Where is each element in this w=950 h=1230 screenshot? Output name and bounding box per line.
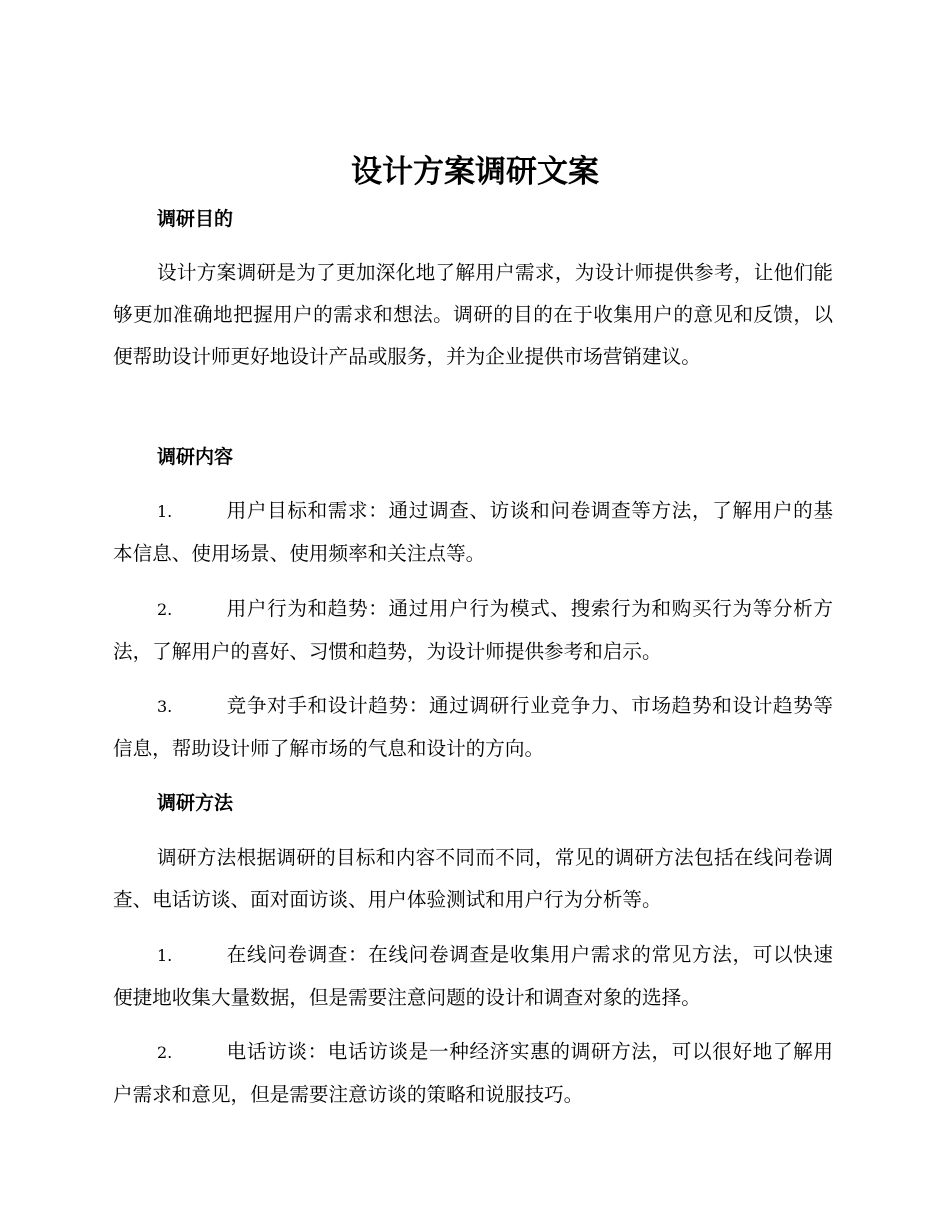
list-number: 2. [157,1043,173,1062]
content-list-item-1 [113,490,833,575]
list-item-text: 电话访谈：电话访谈是一种经济实惠的调研方法，可以很好地了解用户需求和意见，但是需要注意访谈的策略和说服技巧。 [113,1040,833,1106]
methods-list-item-1 [113,934,833,1019]
section-heading-purpose: 调研目的 [157,208,234,230]
list-item-text: 用户目标和需求：通过调查、访谈和问卷调查等方法，了解用户的基本信息、使用场景、使用频率和关注点等。 [113,499,833,565]
list-item-text: 在线问卷调查：在线问卷调查是收集用户需求的常见方法，可以快速便捷地收集大量数据，但是需要注意问题的设计和调查对象的选择。 [113,943,833,1009]
list-number: 1. [157,502,173,521]
list-item-text: 用户行为和趋势：通过用户行为模式、搜索行为和购买行为等分析方法，了解用户的喜好、习惯和趋势，为设计师提供参考和启示。 [113,597,833,663]
document-title: 设计方案调研文案 [351,154,599,190]
list-number: 3. [157,697,173,716]
section-heading-methods: 调研方法 [157,792,234,814]
content-list-item-2 [113,588,833,673]
content-list-item-3 [113,685,833,770]
list-number: 2. [157,600,173,619]
methods-paragraph: 调研方法根据调研的目标和内容不同而不同，常见的调研方法包括在线问卷调查、电话访谈、面对面访谈、用户体验测试和用户行为分析等。 [113,846,833,911]
list-item-text: 竞争对手和设计趋势：通过调研行业竞争力、市场趋势和设计趋势等信息，帮助设计师了解市场的气息和设计的方向。 [113,694,833,760]
purpose-paragraph: 设计方案调研是为了更加深化地了解用户需求，为设计师提供参考，让他们能够更加准确地把握用户的需求和想法。调研的目的在于收集用户的意见和反馈，以便帮助设计师更好地设计产品或服务，并为企业提供市场营销建议。 [113,261,833,368]
list-number: 1. [157,946,173,965]
section-heading-content: 调研内容 [157,446,234,468]
methods-list-item-2 [113,1031,833,1116]
